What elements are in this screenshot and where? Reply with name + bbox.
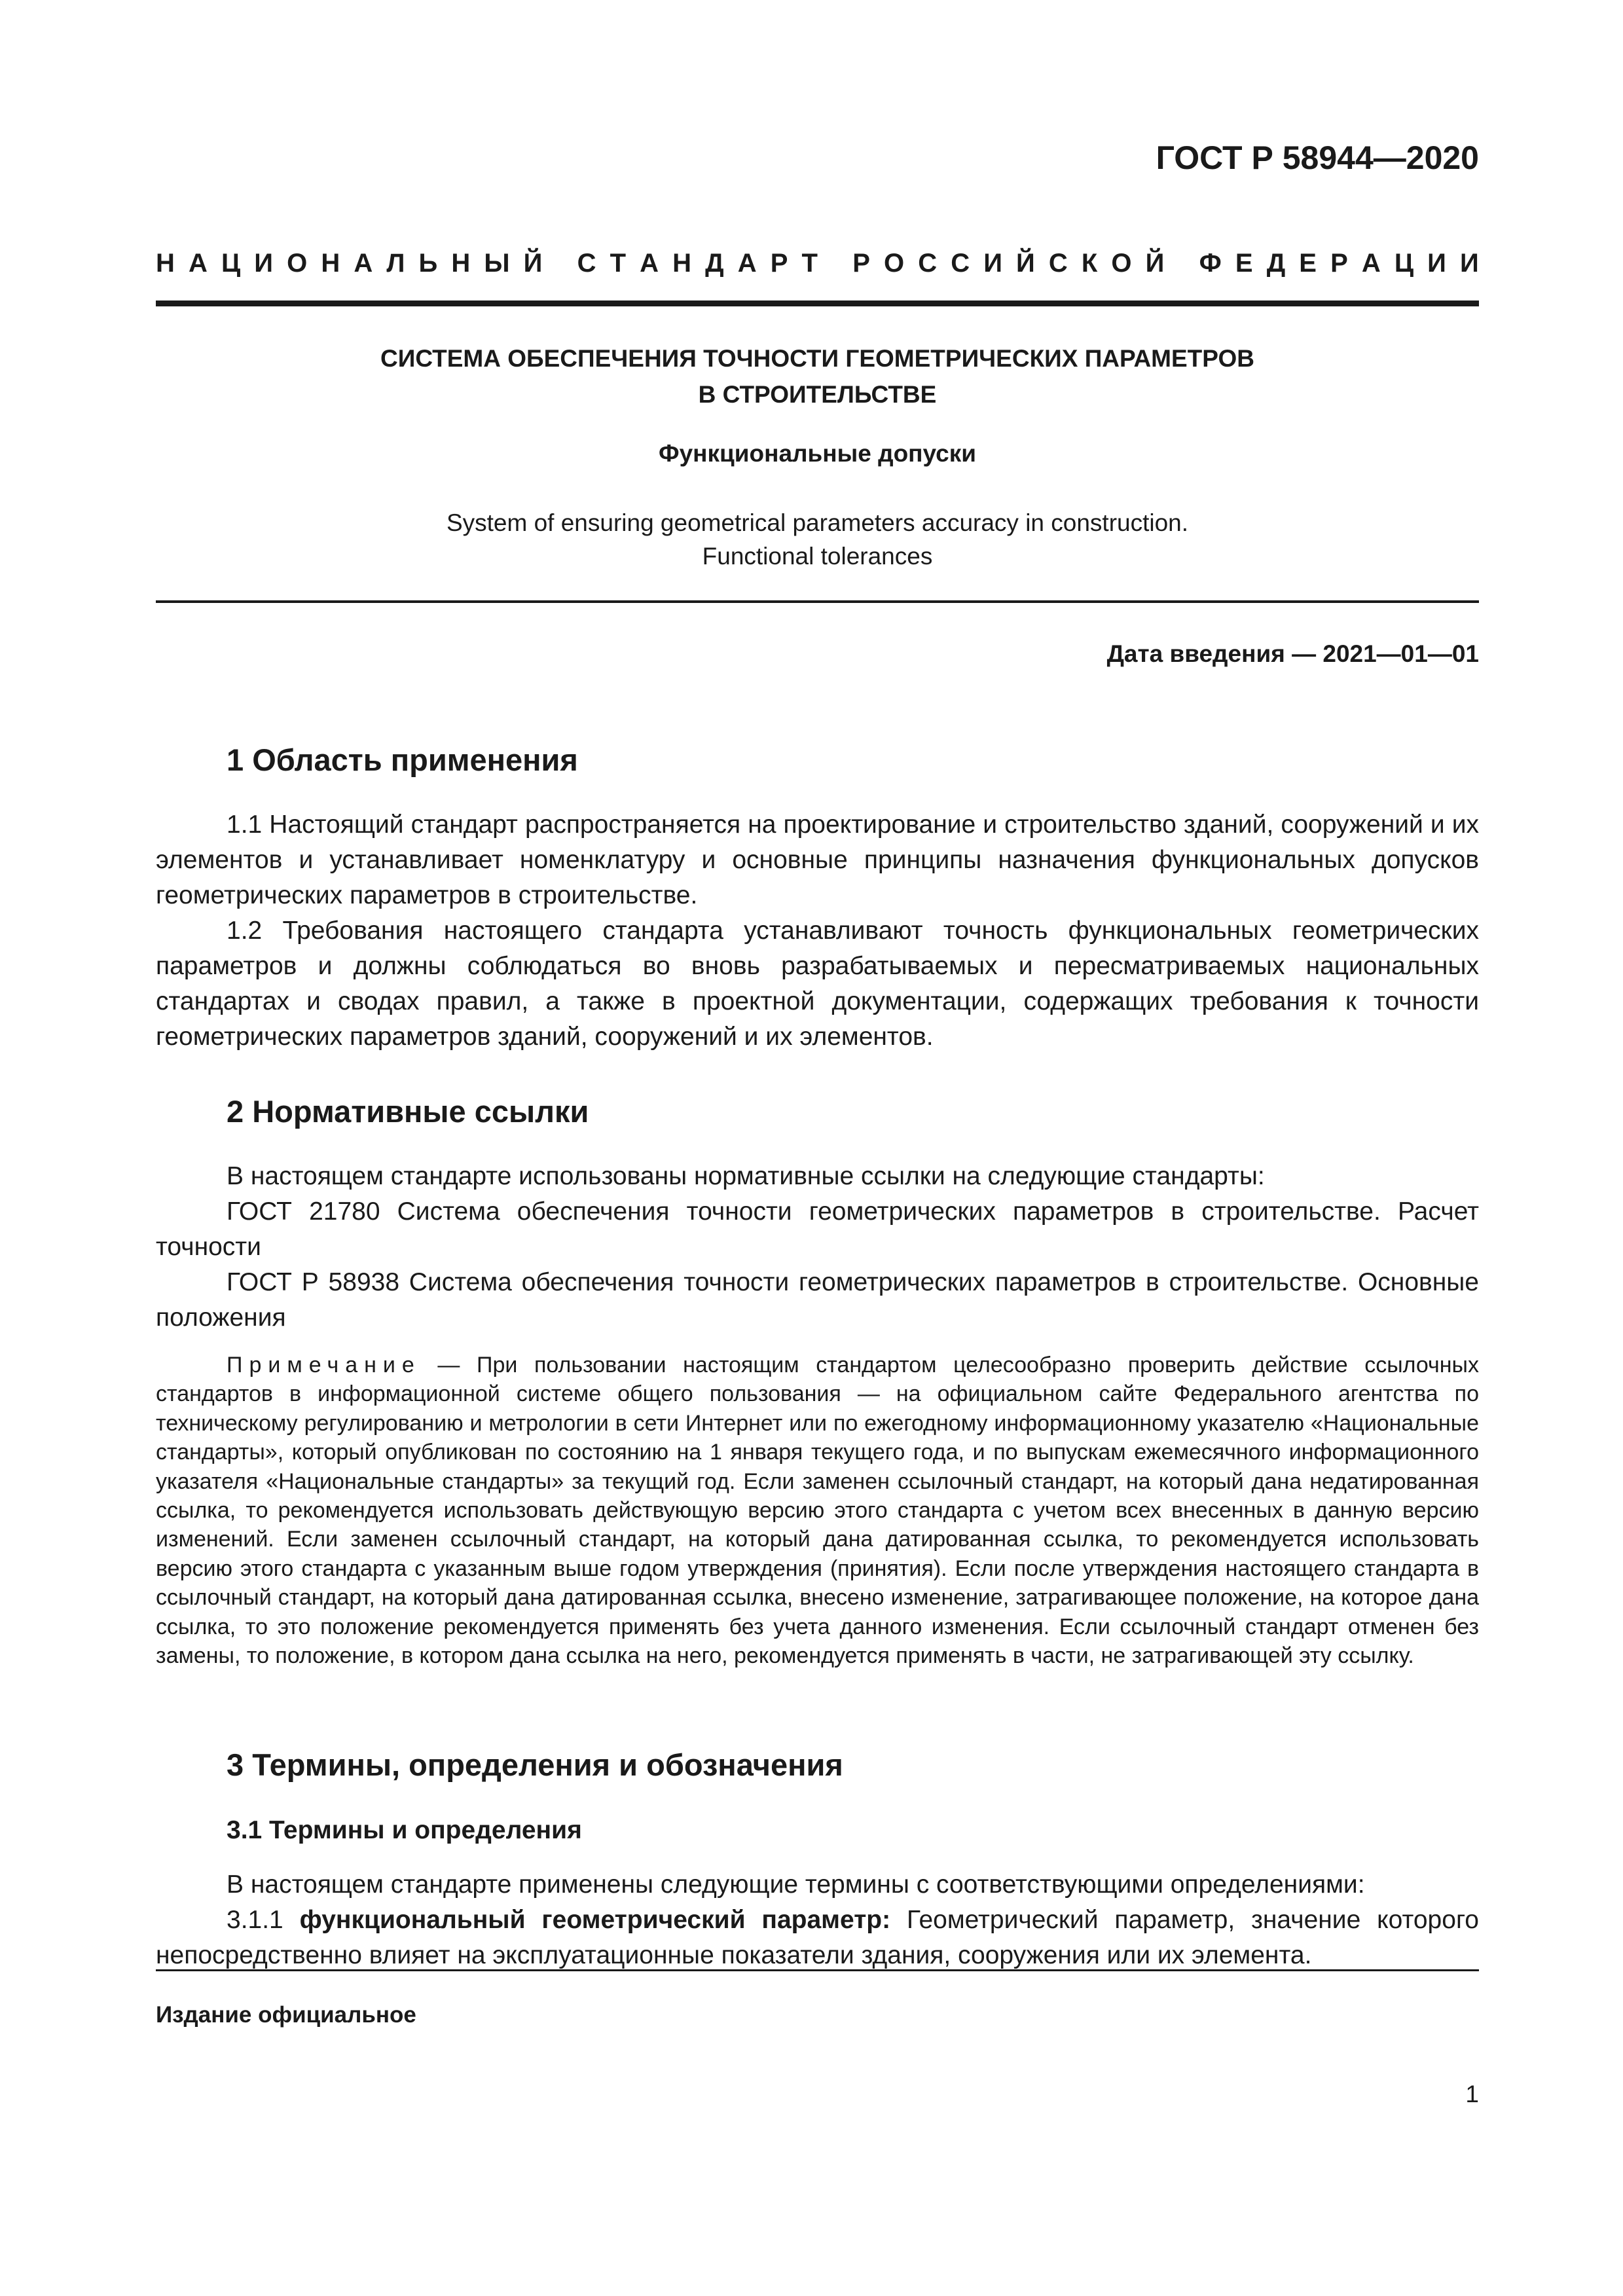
subsection-3-1-title: 3.1 Термины и определения (227, 1816, 582, 1844)
header-letter: О (1111, 249, 1132, 278)
clause-1-2: 1.2 Требования настоящего стандарта устанавливают точность функциональных геометрических параметров и должны соблюдаться во вновь разрабатываемых и пересматриваемых национальных стандартах и сводах правил, а также в проектной документации, содержащих требования к точности геометрических параметров зданий, сооружений и их элементов. (156, 917, 1479, 1051)
title-line-2: В СТРОИТЕЛЬСТВЕ (698, 381, 937, 408)
terms-intro: В настоящем стандарте применены следующие термины с соответствующими определениями: (227, 1870, 1365, 1899)
header-letter: А (188, 249, 208, 278)
header-letter: Д (1266, 249, 1286, 278)
term-name: функциональный геометрический параметр: (299, 1906, 891, 1934)
header-letter: И (1459, 249, 1479, 278)
header-letter: Н (156, 249, 175, 278)
note-label: Примечание (227, 1353, 421, 1377)
header-letter: Р (770, 249, 788, 278)
section-3-title: 3 Термины, определения и обозначения (227, 1747, 843, 1782)
header-letter: А (1361, 249, 1381, 278)
references-note (156, 1351, 1479, 1670)
header-letter: И (1427, 249, 1446, 278)
header-letter: А (640, 249, 659, 278)
header-letter: Д (705, 249, 724, 278)
header-letter: Н (321, 249, 340, 278)
term-number: 3.1.1 (227, 1906, 300, 1934)
header-letter: Й (1016, 249, 1035, 278)
header-letter: А (737, 249, 757, 278)
header-word-gap (831, 249, 839, 278)
header-letter: Е (1299, 249, 1317, 278)
header-letter: Т (801, 249, 818, 278)
header-letter: С (918, 249, 938, 278)
section-2-title: 2 Нормативные ссылки (227, 1094, 589, 1129)
term-definition: Геометрический параметр, значение которого непосредственно влияет на эксплуатационные показатели здания, сооружения или их элемента. (156, 1906, 1479, 1969)
header-letter: Р (1330, 249, 1348, 278)
header-letter: Ф (1199, 249, 1222, 278)
official-edition-label: Издание официальное (156, 2002, 416, 2028)
section-1-title: 1 Область применения (227, 742, 578, 777)
document-title (156, 340, 1479, 412)
header-letter: Р (852, 249, 870, 278)
reference-gost-r-58938: ГОСТ Р 58938 Система обеспечения точности геометрических параметров в строительстве. Основные положения (156, 1268, 1479, 1332)
header-letter: Й (1145, 249, 1165, 278)
header-letter: Т (610, 249, 627, 278)
header-letter: Е (1235, 249, 1253, 278)
note-text: — При пользовании настоящим стандартом целесообразно проверить действие ссылочных стандартов в информационной системе общего пользования — на официальном сайте Федерального агентства по техническому регулированию и метрологии в сети Интернет или по ежегодному информационному указателю «Национальные стандарты», который опубликован по состоянию на 1 января текущего года, и по выпускам ежемесячного информационного указателя «Национальные стандарты» за текущий год. Если заменен ссылочный стандарт, на который дана недатированная ссылка, то рекомендуется использовать действующую версию этого стандарта с учетом всех внесенных в данную версию изменений. Если заменен ссылочный стандарт, на который дана датированная ссылка, то рекомендуется использовать версию этого стандарта с указанным выше годом утверждения (принятия). Если после утверждения настоящего стандарта в ссылочный стандарт, на который дана датированная ссылка, внесено изменение, затрагивающее положение, на которое дана ссылка, то это положение рекомендуется применять без учета данного изменения. Если ссылочный стандарт отменен без замены, то положение, в котором дана ссылка на него, рекомендуется применять в части, не затрагивающей эту ссылку. (156, 1353, 1479, 1669)
header-letter: Н (451, 249, 471, 278)
header-letter: О (287, 249, 308, 278)
term-3-1-1 (156, 1903, 1479, 1973)
reference-gost-21780: ГОСТ 21780 Система обеспечения точности геометрических параметров в строительстве. Расчет точности (156, 1197, 1479, 1261)
header-letter: И (254, 249, 274, 278)
introduction-date: Дата введения — 2021—01—01 (1106, 640, 1479, 667)
english-title (156, 506, 1479, 573)
document-subtitle: Функциональные допуски (658, 440, 977, 467)
english-title-line-1: System of ensuring geometrical parameters accuracy in construction. (446, 509, 1189, 536)
normative-references-intro: В настоящем стандарте использованы нормативные ссылки на следующие стандарты: (227, 1162, 1265, 1190)
national-standard-header (156, 249, 1479, 278)
header-word-gap (556, 249, 563, 278)
header-letter: Ь (418, 249, 438, 278)
footer-rule (156, 1969, 1479, 1971)
header-word-gap (1178, 249, 1185, 278)
header-letter: Ц (1394, 249, 1414, 278)
page-number: 1 (1465, 2081, 1479, 2107)
english-title-line-2: Functional tolerances (702, 543, 933, 570)
header-letter: Й (523, 249, 543, 278)
header-letter: О (884, 249, 905, 278)
title-line-1: СИСТЕМА ОБЕСПЕЧЕНИЯ ТОЧНОСТИ ГЕОМЕТРИЧЕСКИХ ПАРАМЕТРОВ (380, 345, 1254, 372)
header-letter: С (1048, 249, 1068, 278)
header-rule (156, 301, 1479, 306)
header-letter: Л (386, 249, 405, 278)
header-letter: К (1081, 249, 1098, 278)
header-letter: А (354, 249, 373, 278)
title-rule (156, 600, 1479, 603)
header-letter: И (983, 249, 1002, 278)
header-letter: С (951, 249, 970, 278)
header-letter: Ы (484, 249, 510, 278)
clause-1-1: 1.1 Настоящий стандарт распространяется на проектирование и строительство зданий, сооружений и их элементов и устанавливает номенклатуру и основные принципы назначения функциональных допусков геометрических параметров в строительстве. (156, 811, 1479, 909)
header-letter: Ц (221, 249, 241, 278)
standard-number: ГОСТ Р 58944—2020 (1156, 139, 1479, 176)
header-letter: С (577, 249, 596, 278)
header-letter: Н (672, 249, 692, 278)
